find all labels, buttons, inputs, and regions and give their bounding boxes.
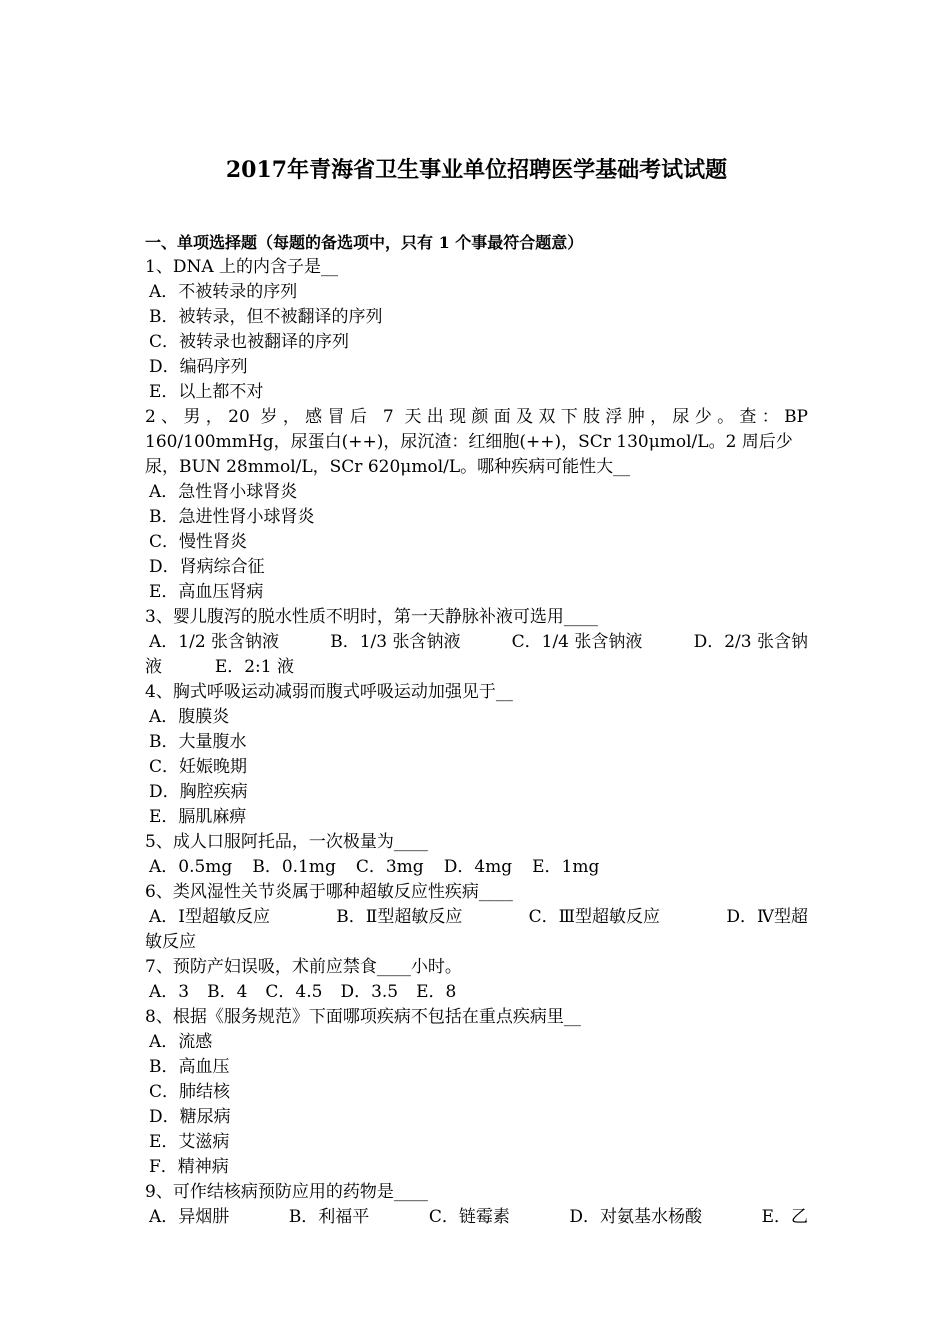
option-e: E．艾滋病	[149, 1132, 230, 1152]
option-e: E．膈肌麻痹	[149, 807, 247, 827]
document-body	[145, 150, 808, 1230]
option-d: D．肾病综合征	[149, 557, 265, 577]
question-stem: 9、可作结核病预防应用的药物是____	[145, 1182, 428, 1202]
question-stem-line-2: 160/100mmHg，尿蛋白(++)，尿沉渣：红细胞(++)，SCr 130μmol/L。2 周后少	[145, 432, 793, 452]
option-d: D．编码序列	[149, 357, 248, 377]
question-stem: 4、胸式呼吸运动减弱而腹式呼吸运动加强见于__	[145, 682, 513, 702]
options-row-continued	[145, 655, 808, 680]
question-stem: 6、类风湿性关节炎属于哪种超敏反应性疾病____	[145, 882, 513, 902]
options-row	[145, 1205, 808, 1230]
option-b: B．4	[207, 982, 248, 1002]
option-e: E．1mg	[532, 857, 600, 877]
option-b: B．急进性肾小球肾炎	[149, 507, 315, 527]
options-row	[145, 905, 808, 930]
option-d: D．4mg	[443, 857, 513, 877]
section-heading: 一、单项选择题（每题的备选项中，只有 1 个事最符合题意）	[145, 233, 584, 252]
option-d: D．对氨基水杨酸	[569, 1207, 703, 1227]
options-row	[145, 855, 808, 880]
option-e: E．2:1 液	[214, 657, 294, 677]
question-5	[145, 830, 808, 880]
options-row	[145, 980, 808, 1005]
question-stem: 3、婴儿腹泻的脱水性质不明时，第一天静脉补液可选用____	[145, 607, 598, 627]
option-b: B．利福平	[288, 1207, 370, 1227]
question-2	[145, 405, 808, 605]
option-e: E．8	[416, 982, 457, 1002]
option-a: A．1/2 张含钠液	[149, 632, 280, 652]
option-a: A．异烟肼	[149, 1207, 230, 1227]
option-c: C．被转录也被翻译的序列	[149, 332, 350, 352]
question-stem: 5、成人口服阿托品，一次极量为____	[145, 832, 428, 852]
question-4	[145, 680, 808, 830]
option-d: D．3.5	[340, 982, 399, 1002]
question-stem: 1、DNA 上的内含子是__	[145, 257, 339, 277]
option-c: C．慢性肾炎	[149, 532, 248, 552]
option-c: C．4.5	[265, 982, 323, 1002]
option-b: B．1/3 张含钠液	[330, 632, 461, 652]
question-1	[145, 255, 808, 405]
option-d: D．Ⅳ型超	[726, 907, 808, 927]
option-d-continued: 液	[145, 657, 162, 677]
option-a: A．Ⅰ型超敏反应	[149, 907, 270, 927]
option-b: B．Ⅱ型超敏反应	[336, 907, 463, 927]
option-b: B．高血压	[149, 1057, 230, 1077]
option-a: A．不被转录的序列	[149, 282, 298, 302]
option-a: A．腹膜炎	[149, 707, 230, 727]
question-7	[145, 955, 808, 1005]
option-d: D．胸腔疾病	[149, 782, 248, 802]
option-a: A．0.5mg	[149, 857, 233, 877]
option-b: B．被转录，但不被翻译的序列	[149, 307, 383, 327]
option-e: E．以上都不对	[149, 382, 264, 402]
option-b: B．大量腹水	[149, 732, 247, 752]
question-3	[145, 605, 808, 680]
option-c: C．妊娠晚期	[149, 757, 248, 777]
question-stem-line-1: 2、男，20 岁，感冒后 7 天出现颜面及双下肢浮肿，尿少。查：BP	[145, 407, 808, 427]
option-c: C．Ⅲ型超敏反应	[528, 907, 661, 927]
question-8	[145, 1005, 808, 1180]
options-row	[145, 630, 808, 655]
option-c: C．链霉素	[428, 1207, 510, 1227]
page-title: 2017年青海省卫生事业单位招聘医学基础考试试题	[225, 157, 728, 183]
question-stem-line-3: 尿，BUN 28mmol/L，SCr 620μmol/L。哪种疾病可能性大__	[145, 457, 631, 477]
question-6	[145, 880, 808, 955]
option-c: C．1/4 张含钠液	[511, 632, 643, 652]
option-c: C．肺结核	[149, 1082, 231, 1102]
option-e: E．乙	[761, 1207, 808, 1227]
option-d: D．2/3 张含钠	[693, 632, 808, 652]
option-a: A．流感	[149, 1032, 213, 1052]
option-a: A．3	[149, 982, 190, 1002]
option-c: C．3mg	[355, 857, 424, 877]
option-e: E．高血压肾病	[149, 582, 264, 602]
option-f: F．精神病	[149, 1157, 229, 1177]
option-d-continued: 敏反应	[145, 932, 196, 952]
question-stem: 7、预防产妇误吸，术前应禁食____小时。	[145, 957, 462, 977]
question-9	[145, 1180, 808, 1230]
question-stem: 8、根据《服务规范》下面哪项疾病不包括在重点疾病里__	[145, 1007, 581, 1027]
option-d: D．糖尿病	[149, 1107, 231, 1127]
option-a: A．急性肾小球肾炎	[149, 482, 298, 502]
option-b: B．0.1mg	[252, 857, 336, 877]
